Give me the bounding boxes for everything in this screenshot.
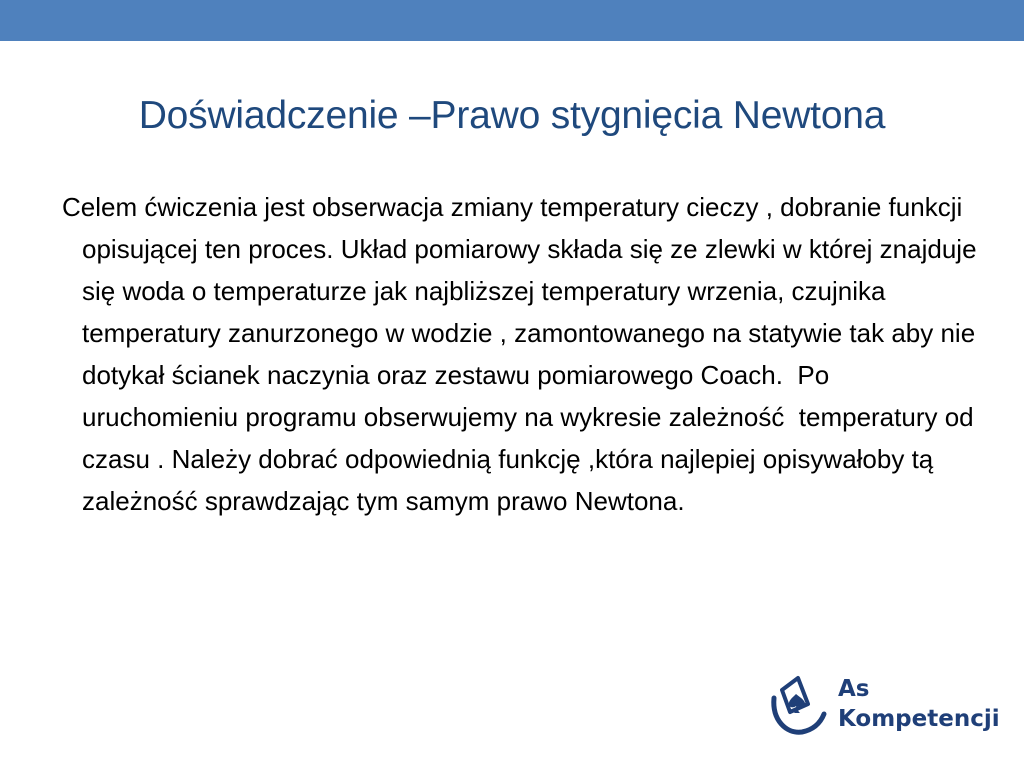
logo-line-1: As — [838, 676, 870, 702]
slide-title: Doświadczenie –Prawo stygnięcia Newtona — [138, 94, 886, 137]
slide-body-text: Celem ćwiczenia jest obserwacja zmiany temperatury cieczy , dobranie funkcji opisującej ten proces. Układ pomiarowy składa się ze zlewki w której znajduje się woda o temperaturze jak najbliższej temperatury wrzenia, czujnika temperatury zanurzonego w wodzie , zamontowanego na statywie tak aby nie dotykał ścianek naczynia oraz zestawu pomiarowego Coach. Po uruchomieniu programu obserwujemy na wykresie zależność temperatury od czasu . Należy dobrać odpowiednią funkcję ,która najlepiej opisywałoby tą zależność sprawdzając tym samym prawo Newtona. — [62, 192, 984, 516]
spade-card-icon — [768, 668, 832, 748]
as-kompetencji-logo — [768, 668, 1000, 748]
logo-line-2: Kompetencji — [838, 706, 1000, 732]
logo-text — [838, 674, 1000, 734]
top-accent-bar — [0, 0, 1024, 41]
